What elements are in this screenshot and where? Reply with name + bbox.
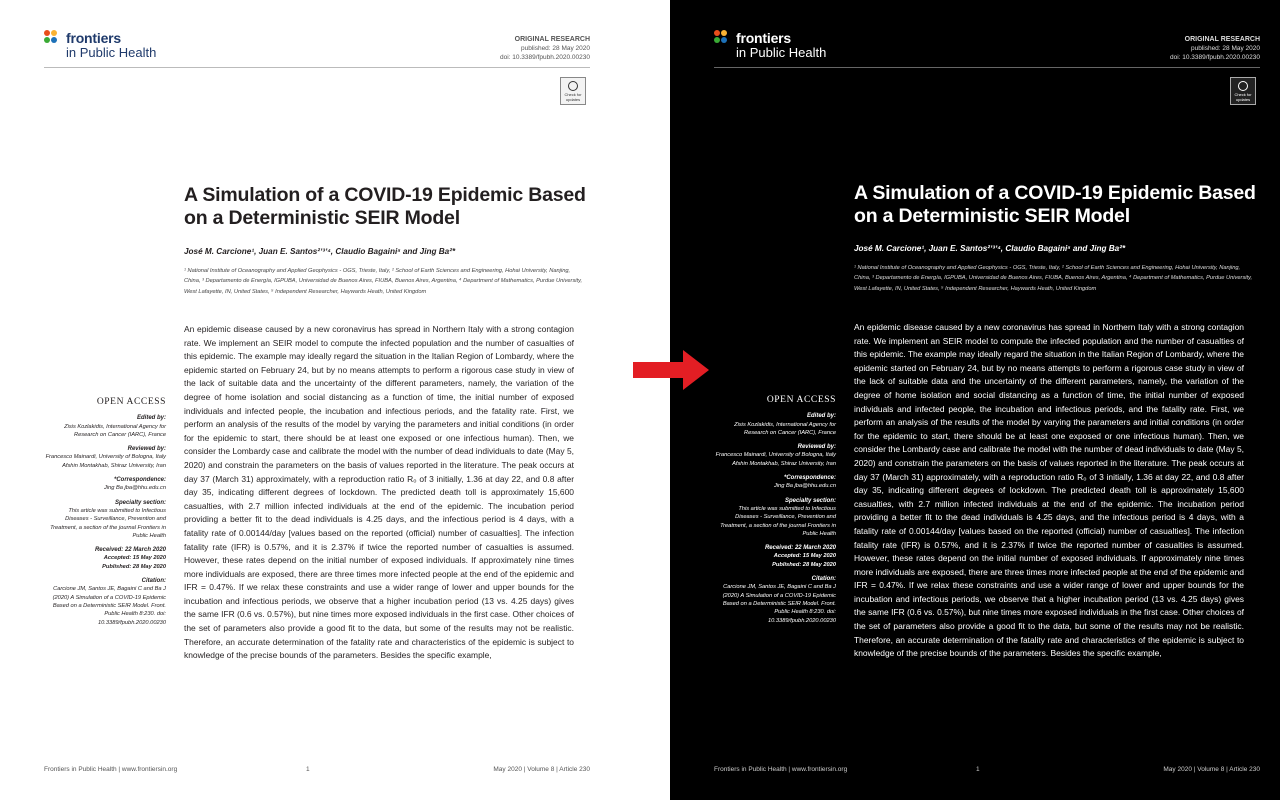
- accepted-date: Accepted: 15 May 2020: [773, 553, 836, 560]
- article-sidebar-dark: [714, 396, 836, 625]
- journal-logo-dark: [714, 28, 854, 62]
- reviewed-by-text: Francesco Mainardi, University of Bologna, Italy Afshin Montakhab, Shiraz University, Iran: [715, 452, 836, 467]
- published-date: published: 28 May 2020: [520, 45, 590, 52]
- published-date: published: 28 May 2020: [1190, 45, 1260, 52]
- page-content: [44, 0, 604, 800]
- citation-heading: Citation:: [141, 578, 166, 585]
- badge-label-1: Check for: [1234, 92, 1252, 97]
- logo-word-frontiers: frontiers: [736, 30, 791, 46]
- article-sidebar: [44, 398, 166, 627]
- check-updates-icon: [1238, 81, 1248, 91]
- footer-right: May 2020 | Volume 8 | Article 230: [493, 766, 590, 773]
- check-for-updates-badge[interactable]: [560, 77, 586, 105]
- article-affiliations: ¹ National Institute of Oceanography and Applied Geophysics - OGS, Trieste, Italy, ² School of Earth Sciences and Engineering, Hohai University, Nanjing, China, ³ Departamento de Energía, IGPUBA, Universidad de Buenos Aires, FIUBA, Buenos Aires, Argentina, ⁴ Department of Mathematics, Purdue University, West Lafayette, IN, United States, ⁵ Independent Researcher, Haywards Heath, United Kingdom: [854, 265, 1253, 292]
- specialty-heading: Specialty section:: [114, 499, 166, 506]
- frontiers-logo-icon: [714, 30, 732, 48]
- correspondence-heading: *Correspondence:: [783, 475, 836, 482]
- edited-by-text: Zisis Kozlakidis, International Agency for Research on Cancer (IARC), France: [734, 421, 836, 436]
- citation-text: Carcione JM, Santos JE, Bagaini C and Ba J (2020) A Simulation of a COVID-19 Epidemic Based on a Deterministic SEIR Model. Front. Public Health 8:230. doi: 10.3389/fpubh.2020.00230: [52, 586, 166, 626]
- specialty-text: This article was submitted to Infectious Diseases - Surveillance, Prevention and Treatment, a section of the journal Frontiers in Public Health: [720, 505, 836, 537]
- edited-by-heading: Edited by:: [136, 415, 166, 422]
- reviewed-by-heading: Reviewed by:: [127, 446, 166, 453]
- frontiers-logo-icon: [44, 30, 62, 48]
- article-meta: [500, 35, 590, 62]
- header-divider: [714, 67, 1260, 68]
- open-access-label: OPEN ACCESS: [766, 395, 836, 405]
- footer-page-number: 1: [306, 766, 310, 773]
- received-date: Received: 22 March 2020: [94, 547, 166, 554]
- page-gap: [640, 0, 670, 800]
- accepted-date: Accepted: 15 May 2020: [103, 555, 166, 562]
- edited-by-heading: Edited by:: [806, 413, 836, 420]
- doi-link[interactable]: doi: 10.3389/fpubh.2020.00230: [1169, 54, 1260, 61]
- citation-text: Carcione JM, Santos JE, Bagaini C and Ba J (2020) A Simulation of a COVID-19 Epidemic Based on a Deterministic SEIR Model. Front. Public Health 8:230. doi: 10.3389/fpubh.2020.00230: [722, 584, 836, 624]
- footer-right: May 2020 | Volume 8 | Article 230: [1163, 766, 1260, 773]
- header-divider: [44, 67, 590, 68]
- page-dark-mode: [670, 0, 1280, 800]
- check-updates-icon: [568, 81, 578, 91]
- specialty-text: This article was submitted to Infectious Diseases - Surveillance, Prevention and Treatment, a section of the journal Frontiers in Public Health: [50, 507, 166, 539]
- badge-label-2: updates: [565, 97, 581, 102]
- doi-link[interactable]: doi: 10.3389/fpubh.2020.00230: [499, 54, 590, 61]
- published-date-sidebar: Published: 28 May 2020: [102, 563, 166, 570]
- logo-word-journal: in Public Health: [66, 45, 157, 60]
- article-affiliations: ¹ National Institute of Oceanography and Applied Geophysics - OGS, Trieste, Italy, ² School of Earth Sciences and Engineering, Hohai University, Nanjing, China, ³ Departamento de Energía, IGPUBA, Universidad de Buenos Aires, FIUBA, Buenos Aires, Argentina, ⁴ Department of Mathematics, Purdue University, West Lafayette, IN, United States, ⁵ Independent Researcher, Haywards Heath, United Kingdom: [184, 268, 583, 295]
- article-type: ORIGINAL RESEARCH: [1184, 36, 1260, 43]
- article-title: A Simulation of a COVID-19 Epidemic Based on a Deterministic SEIR Model: [854, 182, 1256, 227]
- check-for-updates-badge[interactable]: [1230, 77, 1256, 105]
- right-arrow-icon: [633, 350, 713, 390]
- reviewed-by-text: Francesco Mainardi, University of Bologna, Italy Afshin Montakhab, Shiraz University, Iran: [45, 454, 166, 469]
- article-abstract: An epidemic disease caused by a new coronavirus has spread in Northern Italy with a strong contagion rate. We implement an SEIR model to compute the infected population and the number of casualties of this epidemic. The example may ideally regard the situation in the Italian Region of Lombardy, where the epidemic started on February 24, but by no means attempts to perform a rigorous case study in view of the lack of suitable data and the uncertainty of the different parameters, namely, the variation of the degree of home isolation and social distancing as a function of time, the initial number of exposed individuals and infected people, the incubation and infectious periods, and the fatality rate. First, we perform an analysis of the results of the model by varying the parameters and initial conditions (in order for the epidemic to start, there should be at least one exposed or one infectious human). Then, we consider the Lombardy case and calibrate the model with the number of dead individuals to date (May 5, 2020) and constrain the parameters on the basis of values reported in the literature. The peak occurs at day 37 (March 31) approximately, with a reproduction ratio R₀ of 3 initially, 1.36 at day 22, and 0.8 after day 35, indicating different degrees of lockdown. The predicted death toll is approximately 15,600 casualties, with 2.7 million infected individuals at the end of the epidemic. The incubation period providing a better fit to the dead individuals is 4.25 days, and the infectious period is 4 days, with a fatality rate of 0.00144/day [values based on the reported (official) number of casualties]. The infection fatality rate (IFR) is 0.57%, and it is 2.37% if twice the reported number of casualties is assumed. However, these rates depend on the initial number of exposed individuals. If approximately nine times more individuals are exposed, there are three times more infected people at the end of the epidemic and IFR = 0.47%. If we relax these constraints and use a wider range of lower and upper bounds for the incubation and infectious periods, we observe that a higher incubation period (13 vs. 4.25 days) gives the same IFR (0.6 vs. 0.57%), but nine times more exposed individuals in the first case. Other choices of the set of parameters also provide a good fit to the data, but some of the results may not be realistic. Therefore, an accurate determination of the fatality rate and characteristics of the epidemic is subject to knowledge of the precise bounds of the parameters. Besides the specific example,: [184, 324, 574, 661]
- logo-word-journal: in Public Health: [736, 45, 827, 60]
- article-authors: José M. Carcione¹, Juan E. Santos²ʼ³ʼ⁴, Claudio Bagaini⁵ and Jing Ba²*: [854, 244, 1126, 253]
- badge-label-1: Check for: [564, 92, 582, 97]
- specialty-heading: Specialty section:: [784, 497, 836, 504]
- correspondence-heading: *Correspondence:: [113, 477, 166, 484]
- correspondence-text[interactable]: Jing Ba jba@hhu.edu.cn: [103, 485, 166, 492]
- badge-label-2: updates: [1235, 97, 1251, 102]
- correspondence-text[interactable]: Jing Ba jba@hhu.edu.cn: [773, 483, 836, 490]
- citation-heading: Citation:: [811, 576, 836, 583]
- journal-logo: [44, 28, 184, 62]
- published-date-sidebar: Published: 28 May 2020: [772, 561, 836, 568]
- footer-page-number: 1: [976, 766, 980, 773]
- article-abstract: An epidemic disease caused by a new coronavirus has spread in Northern Italy with a strong contagion rate. We implement an SEIR model to compute the infected population and the number of casualties of this epidemic. The example may ideally regard the situation in the Italian Region of Lombardy, where the epidemic started on February 24, but by no means attempts to perform a rigorous case study in view of the lack of suitable data and the uncertainty of the different parameters, namely, the variation of the degree of home isolation and social distancing as a function of time, the initial number of exposed individuals and infected people, the incubation and infectious periods, and the fatality rate. First, we perform an analysis of the results of the model by varying the parameters and initial conditions (in order for the epidemic to start, there should be at least one exposed or one infectious human). Then, we consider the Lombardy case and calibrate the model with the number of dead individuals to date (May 5, 2020) and constrain the parameters on the basis of values reported in the literature. The peak occurs at day 37 (March 31) approximately, with a reproduction ratio R₀ of 3 initially, 1.36 at day 22, and 0.8 after day 35, indicating different degrees of lockdown. The predicted death toll is approximately 15,600 casualties, with 2.7 million infected individuals at the end of the epidemic. The incubation period providing a better fit to the dead individuals is 4.25 days, and the infectious period is 4 days, with a fatality rate of 0.00144/day [values based on the reported (official) number of casualties]. The infection fatality rate (IFR) is 0.57%, and it is 2.37% if twice the reported number of casualties is assumed. However, these rates depend on the initial number of exposed individuals. If approximately nine times more individuals are exposed, there are three times more infected people at the end of the epidemic and IFR = 0.47%. If we relax these constraints and use a wider range of lower and upper bounds for the incubation and infectious periods, we observe that a higher incubation period (13 vs. 4.25 days) gives the same IFR (0.6 vs. 0.57%), but nine times more exposed individuals in the first case. Other choices of the set of parameters also provide a good fit to the data, but some of the results may not be realistic. Therefore, an accurate determination of the fatality rate and characteristics of the epidemic is subject to knowledge of the precise bounds of the parameters. Besides the specific example,: [854, 322, 1244, 659]
- edited-by-text: Zisis Kozlakidis, International Agency for Research on Cancer (IARC), France: [64, 423, 166, 438]
- article-meta-dark: [1170, 35, 1260, 62]
- reviewed-by-heading: Reviewed by:: [797, 444, 836, 451]
- page-content-dark: [714, 0, 1274, 800]
- article-title: A Simulation of a COVID-19 Epidemic Based on a Deterministic SEIR Model: [184, 184, 586, 229]
- article-authors: José M. Carcione¹, Juan E. Santos²ʼ³ʼ⁴, Claudio Bagaini⁵ and Jing Ba²*: [184, 247, 456, 256]
- footer-left[interactable]: Frontiers in Public Health | www.frontiersin.org: [714, 766, 848, 773]
- logo-word-frontiers: frontiers: [66, 30, 121, 46]
- received-date: Received: 22 March 2020: [764, 545, 836, 552]
- open-access-label: OPEN ACCESS: [96, 397, 166, 407]
- footer-left[interactable]: Frontiers in Public Health | www.frontiersin.org: [44, 766, 178, 773]
- article-type: ORIGINAL RESEARCH: [514, 36, 590, 43]
